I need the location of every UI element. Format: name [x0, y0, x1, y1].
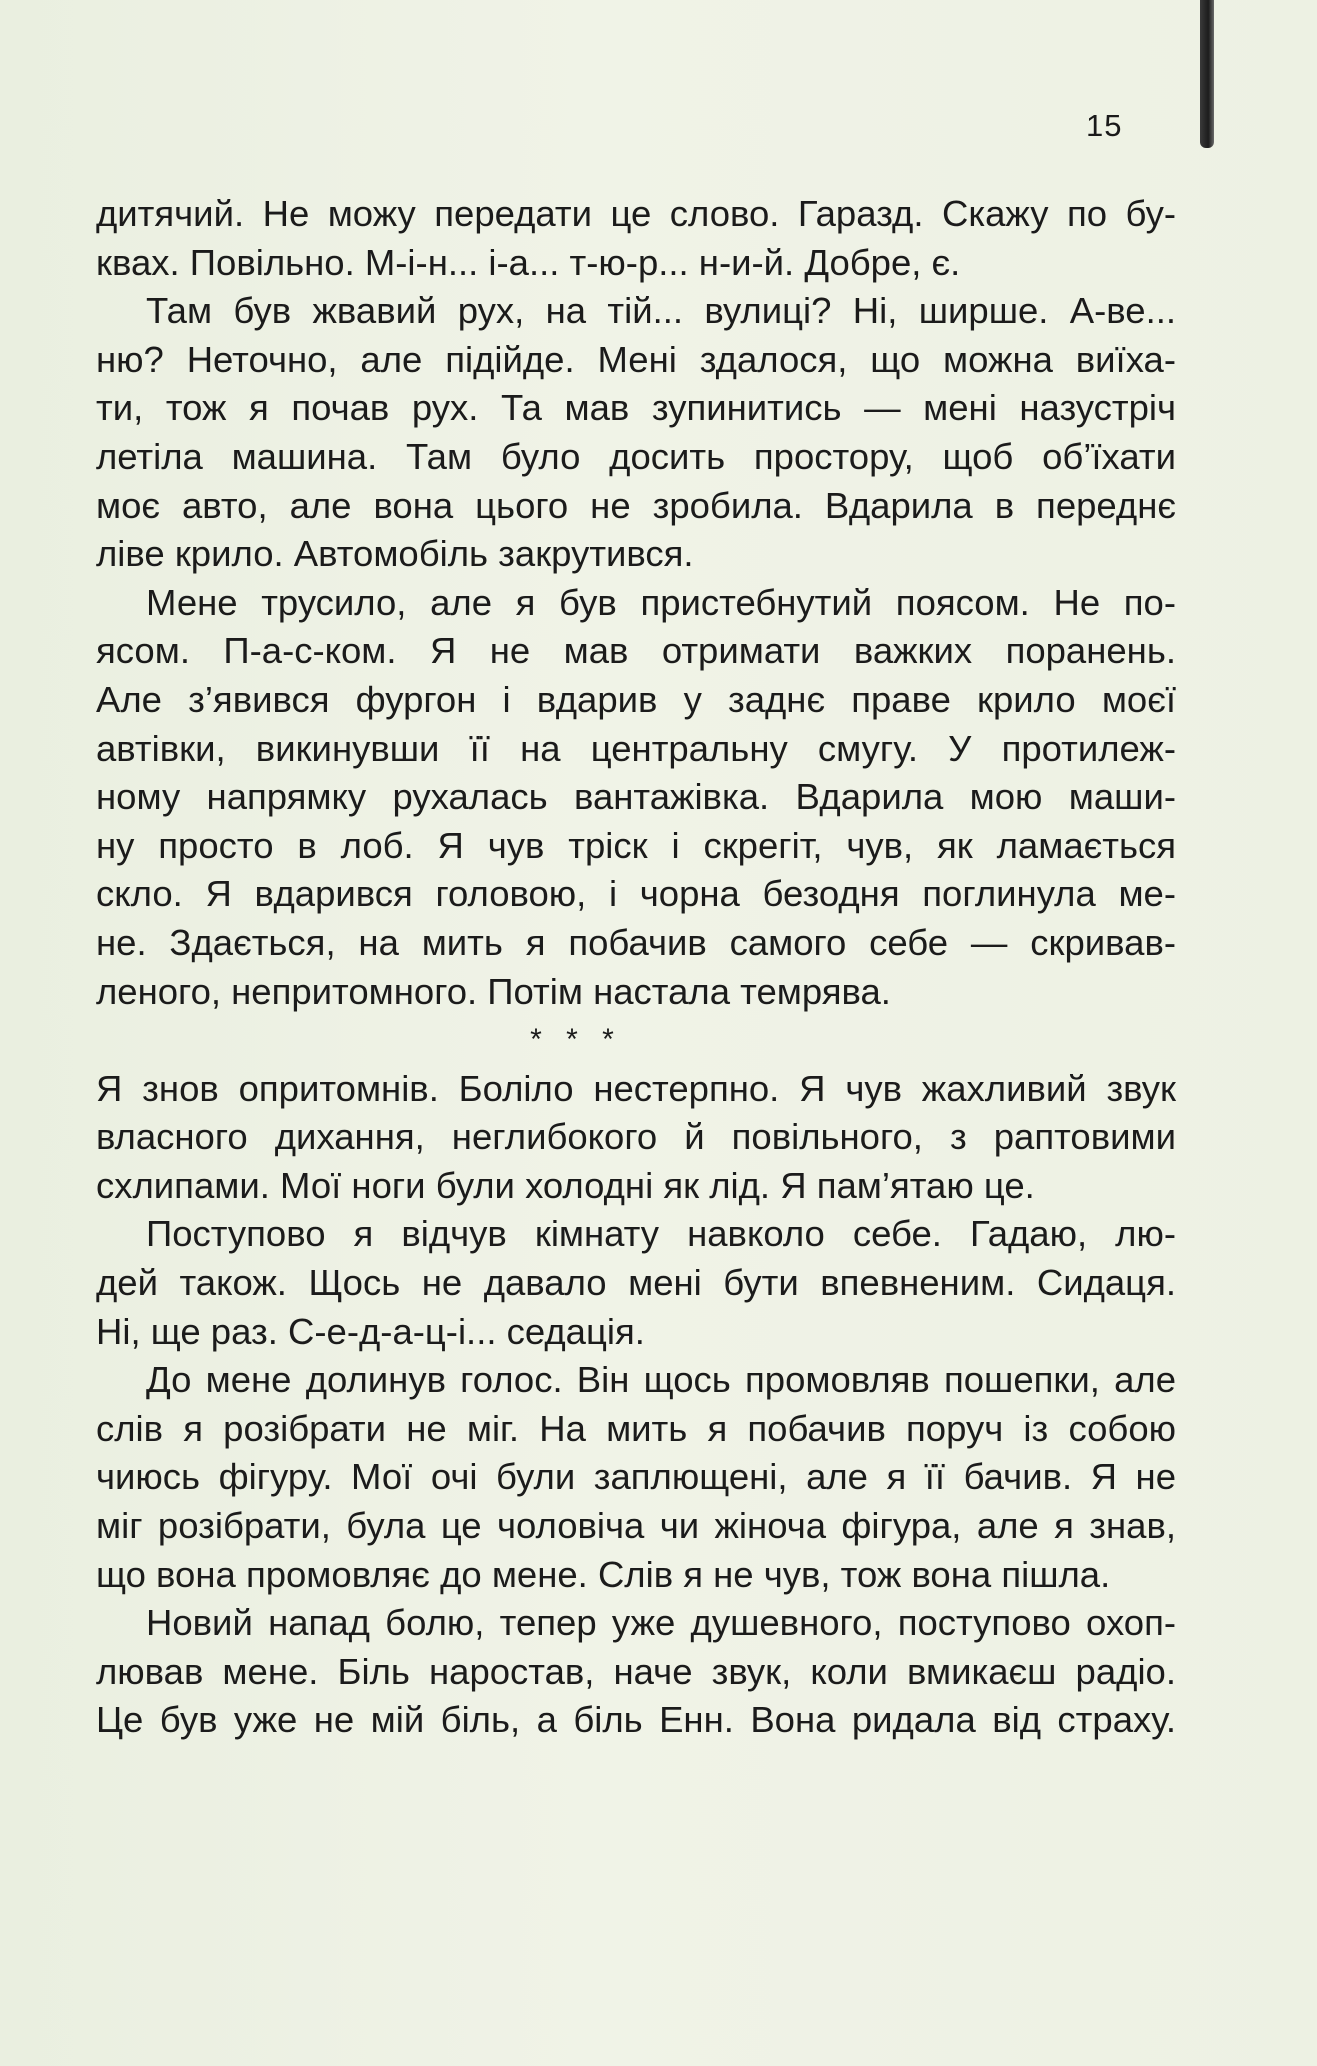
- text-line: Ні, ще раз. С-е-д-а-ц-і... седація.: [96, 1310, 645, 1352]
- text-line: дитячий. Не можу передати це слово. Гаразд. Скажу по бу-: [96, 193, 1176, 234]
- text-line: леного, непритомного. Потім настала темрява.: [96, 970, 891, 1012]
- text-line: моє авто, але вона цього не зробила. Вдарила в переднє: [96, 484, 1176, 526]
- text-line: не. Здається, на мить я побачив самого себе — скривав-: [96, 921, 1176, 963]
- text-line: летіла машина. Там було досить простору, щоб об’їхати: [96, 435, 1176, 477]
- text-block-after-separator: [96, 1065, 1176, 1745]
- text-line: Це був уже не мій біль, а біль Енн. Вона ридала від страху.: [96, 1699, 1176, 1741]
- page-number: 15: [1086, 108, 1123, 143]
- text-line: міг розібрати, була це чоловіча чи жіноча фігура, але я знав,: [96, 1505, 1176, 1547]
- text-line: Але з’явився фургон і вдарив у заднє праве крило моєї: [96, 678, 1176, 720]
- text-line: ну просто в лоб. Я чув тріск і скрегіт, чув, як ламається: [96, 824, 1176, 866]
- text-line: дей також. Щось не давало мені бути впевненим. Сидаця.: [96, 1262, 1176, 1304]
- text-line: власного дихання, неглибокого й повільного, з раптовими: [96, 1116, 1176, 1158]
- text-line: До мене долинув голос. Він щось промовляв пошепки, але: [146, 1359, 1176, 1401]
- text-line: Я знов опритомнів. Боліло нестерпно. Я чув жахливий звук: [96, 1067, 1176, 1109]
- text-line: ліве крило. Автомобіль закрутився.: [96, 533, 694, 575]
- text-line: ясом. П-а-с-ком. Я не мав отримати важких поранень.: [96, 630, 1176, 672]
- bookmark-ribbon: [1200, 0, 1214, 148]
- text-line: ню? Неточно, але підійде. Мені здалося, що можна виїха-: [96, 338, 1176, 380]
- text-line: Поступово я відчув кімнату навколо себе. Гадаю, лю-: [146, 1213, 1176, 1255]
- text-line: Там був жвавий рух, на тій... вулиці? Ні, ширше. А-ве...: [146, 290, 1176, 332]
- text-line: скло. Я вдарився головою, і чорна безодня поглинула ме-: [96, 873, 1176, 915]
- text-line: лював мене. Біль наростав, наче звук, коли вмикаєш радіо.: [96, 1650, 1176, 1692]
- text-line: що вона промовляє до мене. Слів я не чув, тож вона пішла.: [96, 1553, 1111, 1595]
- text-line: автівки, викинувши її на центральну смугу. У протилеж-: [96, 727, 1176, 769]
- text-block-before-separator: [96, 190, 1176, 1016]
- text-line: слів я розібрати не міг. На мить я побачив поруч із собою: [96, 1407, 1176, 1449]
- text-line: схлипами. Мої ноги були холодні як лід. Я пам’ятаю це.: [96, 1164, 1035, 1206]
- body-text: [96, 190, 1176, 1745]
- text-line: Мене трусило, але я був пристебнутий поясом. Не по-: [146, 581, 1176, 623]
- text-line: ти, тож я почав рух. Та мав зупинитись — мені назустріч: [96, 387, 1176, 429]
- text-line: квах. Повільно. М-і-н... і-а... т-ю-р... н-и-й. Добре, є.: [96, 241, 961, 283]
- section-separator: * * *: [530, 1023, 622, 1057]
- text-line: ному напрямку рухалась вантажівка. Вдарила мою маши-: [96, 776, 1176, 818]
- text-line: чиюсь фігуру. Мої очі були заплющені, але я її бачив. Я не: [96, 1456, 1176, 1498]
- text-line: Новий напад болю, тепер уже душевного, поступово охоп-: [146, 1602, 1176, 1644]
